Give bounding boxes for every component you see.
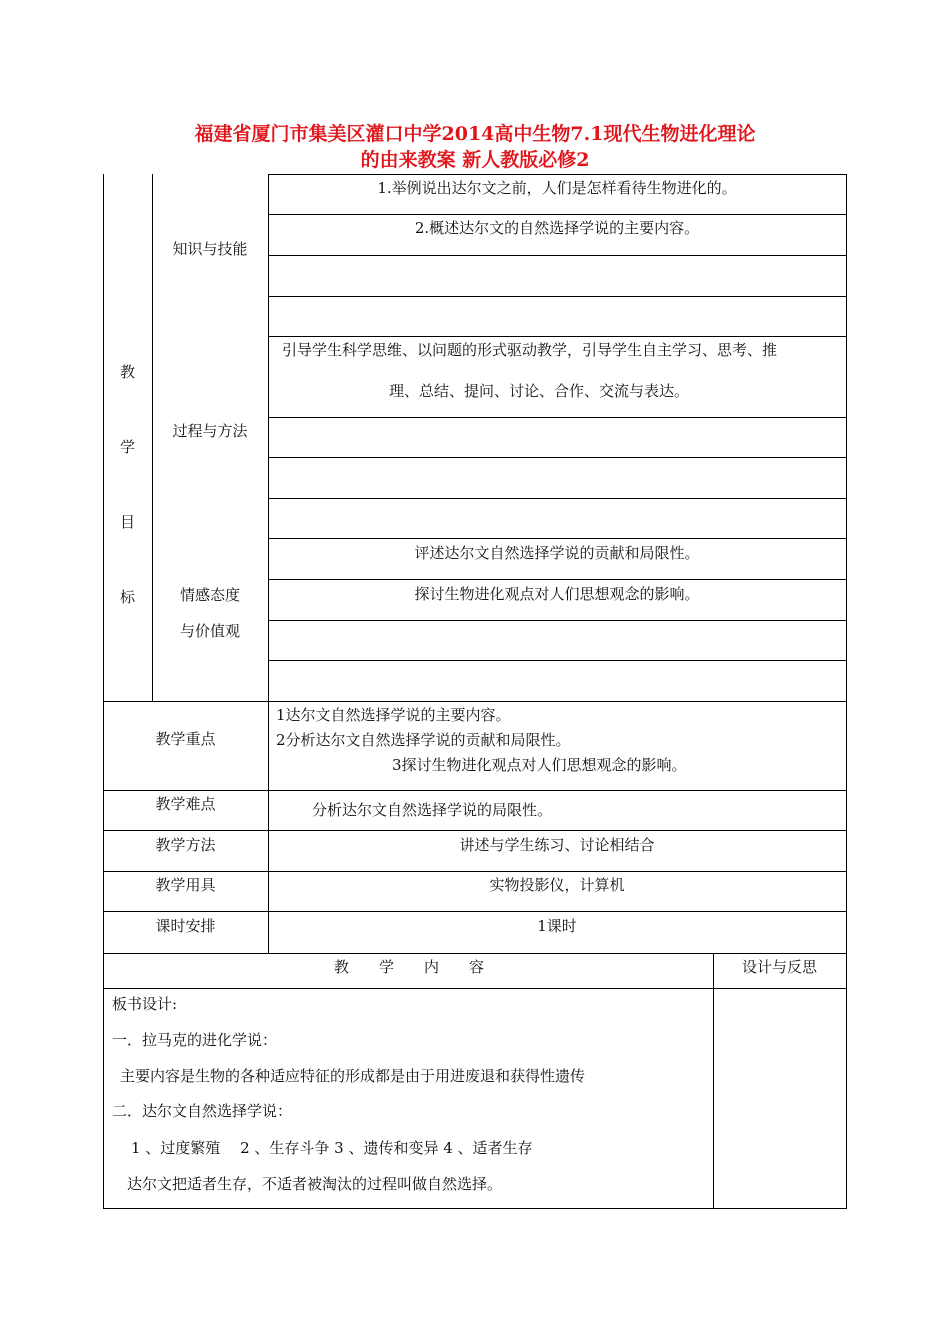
row-line [268, 174, 846, 175]
table-border-bottom [103, 1208, 846, 1209]
board-line: 达尔文把适者生存，不适者被淘汰的过程叫做自然选择。 [127, 1175, 503, 1193]
row-line [268, 579, 846, 580]
row-line [103, 911, 846, 912]
board-line: 二．达尔文自然选择学说： [112, 1102, 293, 1120]
emotion-item: 评述达尔文自然选择学说的贡献和局限性。 [414, 544, 700, 562]
document-title-line-2: 的由来教案 新人教版必修2 [360, 149, 590, 171]
content-divider [713, 953, 714, 1209]
board-line: 主要内容是生物的各种适应特征的形成都是由于用进废退和获得性遗传 [120, 1067, 586, 1085]
board-line: 1 、过度繁殖 2 、生存斗争 3 、遗传和变异 4 、适者生存 [131, 1139, 533, 1157]
process-text-line: 引导学生科学思维、以问题的形式驱动教学，引导学生自主学习、思考、推 [282, 341, 778, 359]
row-line [103, 871, 846, 872]
row-line [103, 830, 846, 831]
content-header-left: 教 学 内 容 [334, 958, 485, 976]
row-line [268, 417, 846, 418]
difficulty-value: 分析达尔文自然选择学说的局限性。 [312, 801, 553, 819]
objectives-label-char: 目 [119, 513, 135, 531]
process-method-label: 过程与方法 [172, 422, 248, 440]
table-border-right [846, 174, 847, 1209]
method-value: 讲述与学生练习、讨论相结合 [459, 836, 655, 854]
row-line [103, 701, 846, 702]
emotion-values-label: 与价值观 [179, 622, 240, 640]
knowledge-skills-label: 知识与技能 [172, 240, 248, 258]
emotion-values-label: 情感态度 [179, 586, 240, 604]
tools-value: 实物投影仪，计算机 [489, 876, 625, 894]
row-line [268, 457, 846, 458]
document-title-line-1: 福建省厦门市集美区灌口中学2014高中生物7.1现代生物进化理论 [194, 123, 756, 145]
row-line [268, 660, 846, 661]
board-line: 一．拉马克的进化学说： [112, 1031, 278, 1049]
difficulty-label: 教学难点 [155, 795, 216, 813]
key-points-label: 教学重点 [155, 730, 216, 748]
objectives-label-char: 学 [119, 438, 135, 456]
objectives-label-char: 教 [119, 363, 135, 381]
knowledge-item: 2.概述达尔文的自然选择学说的主要内容。 [414, 219, 700, 237]
row-line [268, 214, 846, 215]
row-line [268, 255, 846, 256]
objectives-label-char: 标 [119, 588, 135, 606]
row-line [103, 953, 846, 954]
tools-label: 教学用具 [155, 876, 216, 894]
row-line [268, 620, 846, 621]
row-line [268, 296, 846, 297]
table-border-left [103, 174, 104, 1209]
content-header-right: 设计与反思 [741, 958, 817, 976]
row-line [268, 538, 846, 539]
board-heading: 板书设计: [112, 995, 178, 1013]
schedule-label: 课时安排 [155, 917, 216, 935]
key-point-item: 3探讨生物进化观点对人们思想观念的影响。 [392, 756, 687, 774]
key-point-item: 2分析达尔文自然选择学说的贡献和局限性。 [276, 731, 571, 749]
method-label: 教学方法 [155, 836, 216, 854]
row-line [103, 790, 846, 791]
key-point-item: 1达尔文自然选择学说的主要内容。 [276, 706, 511, 724]
row-line [268, 498, 846, 499]
schedule-value: 1课时 [537, 917, 577, 935]
row-line [103, 988, 846, 989]
row-line [268, 336, 846, 337]
emotion-item: 探讨生物进化观点对人们思想观念的影响。 [414, 585, 700, 603]
knowledge-item: 1.举例说出达尔文之前，人们是怎样看待生物进化的。 [377, 179, 737, 197]
process-text-line: 理、总结、提问、讨论、合作、交流与表达。 [389, 382, 690, 400]
